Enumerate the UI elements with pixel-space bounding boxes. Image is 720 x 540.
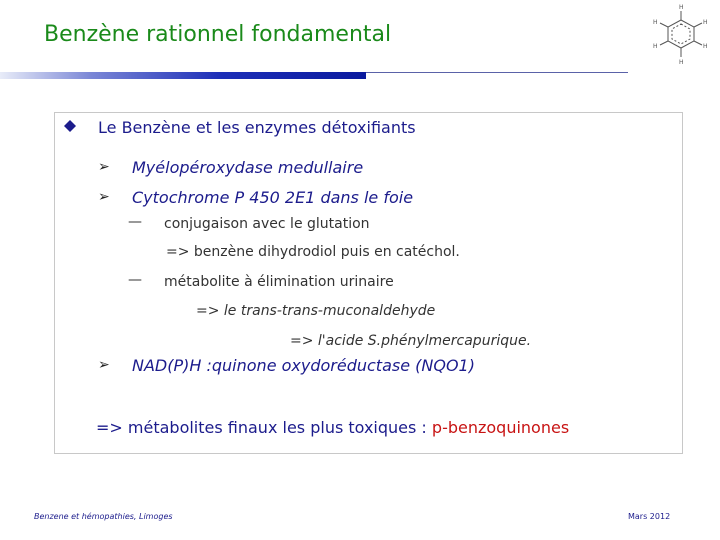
svg-text:H: H [679,59,684,66]
arrow-bullet-icon: ➢ [98,357,110,373]
arrow-bullet-icon: ➢ [98,159,110,175]
svg-text:H: H [653,43,658,50]
final-highlight: p-benzoquinones [431,418,570,437]
final-statement [96,418,569,437]
sub-line-muconaldehyde: => le trans-trans-muconaldehyde [196,303,436,319]
footer-right: Mars 2012 [628,512,671,521]
arrow-bullet-icon: ➢ [98,189,110,205]
svg-text:H: H [703,19,708,26]
sub-item-metabolite: métabolite à élimination urinaire [164,274,394,290]
svg-text:H: H [679,4,684,11]
diamond-bullet-icon [64,120,76,132]
sub-line-benzene-dihydrodiol: => benzène dihydrodiol puis en catéchol. [166,244,460,260]
benzene-molecule-icon [648,2,714,68]
header-rule-bar [0,72,366,79]
item-myeloperoxydase: Myélopéroxydase medullaire [132,158,364,177]
final-prefix: => métabolites finaux les plus toxiques : [96,418,432,437]
sub-line-phenylmercapurique: => l'acide S.phénylmercapurique. [290,333,532,349]
dash-bullet: — [128,272,142,288]
footer-left: Benzene et hémopathies, Limoges [34,512,173,521]
dash-bullet: — [128,214,142,230]
sub-item-conjugaison: conjugaison avec le glutation [164,216,370,232]
item-nqo1: NAD(P)H :quinone oxydoréductase (NQO1) [132,356,475,375]
header-rule-line [366,72,628,73]
item-cytochrome: Cytochrome P 450 2E1 dans le foie [132,188,414,207]
slide-title: Benzène rationnel fondamental [44,22,392,47]
content-heading: Le Benzène et les enzymes détoxifiants [98,118,416,137]
svg-text:H: H [653,19,658,26]
svg-text:H: H [703,43,708,50]
